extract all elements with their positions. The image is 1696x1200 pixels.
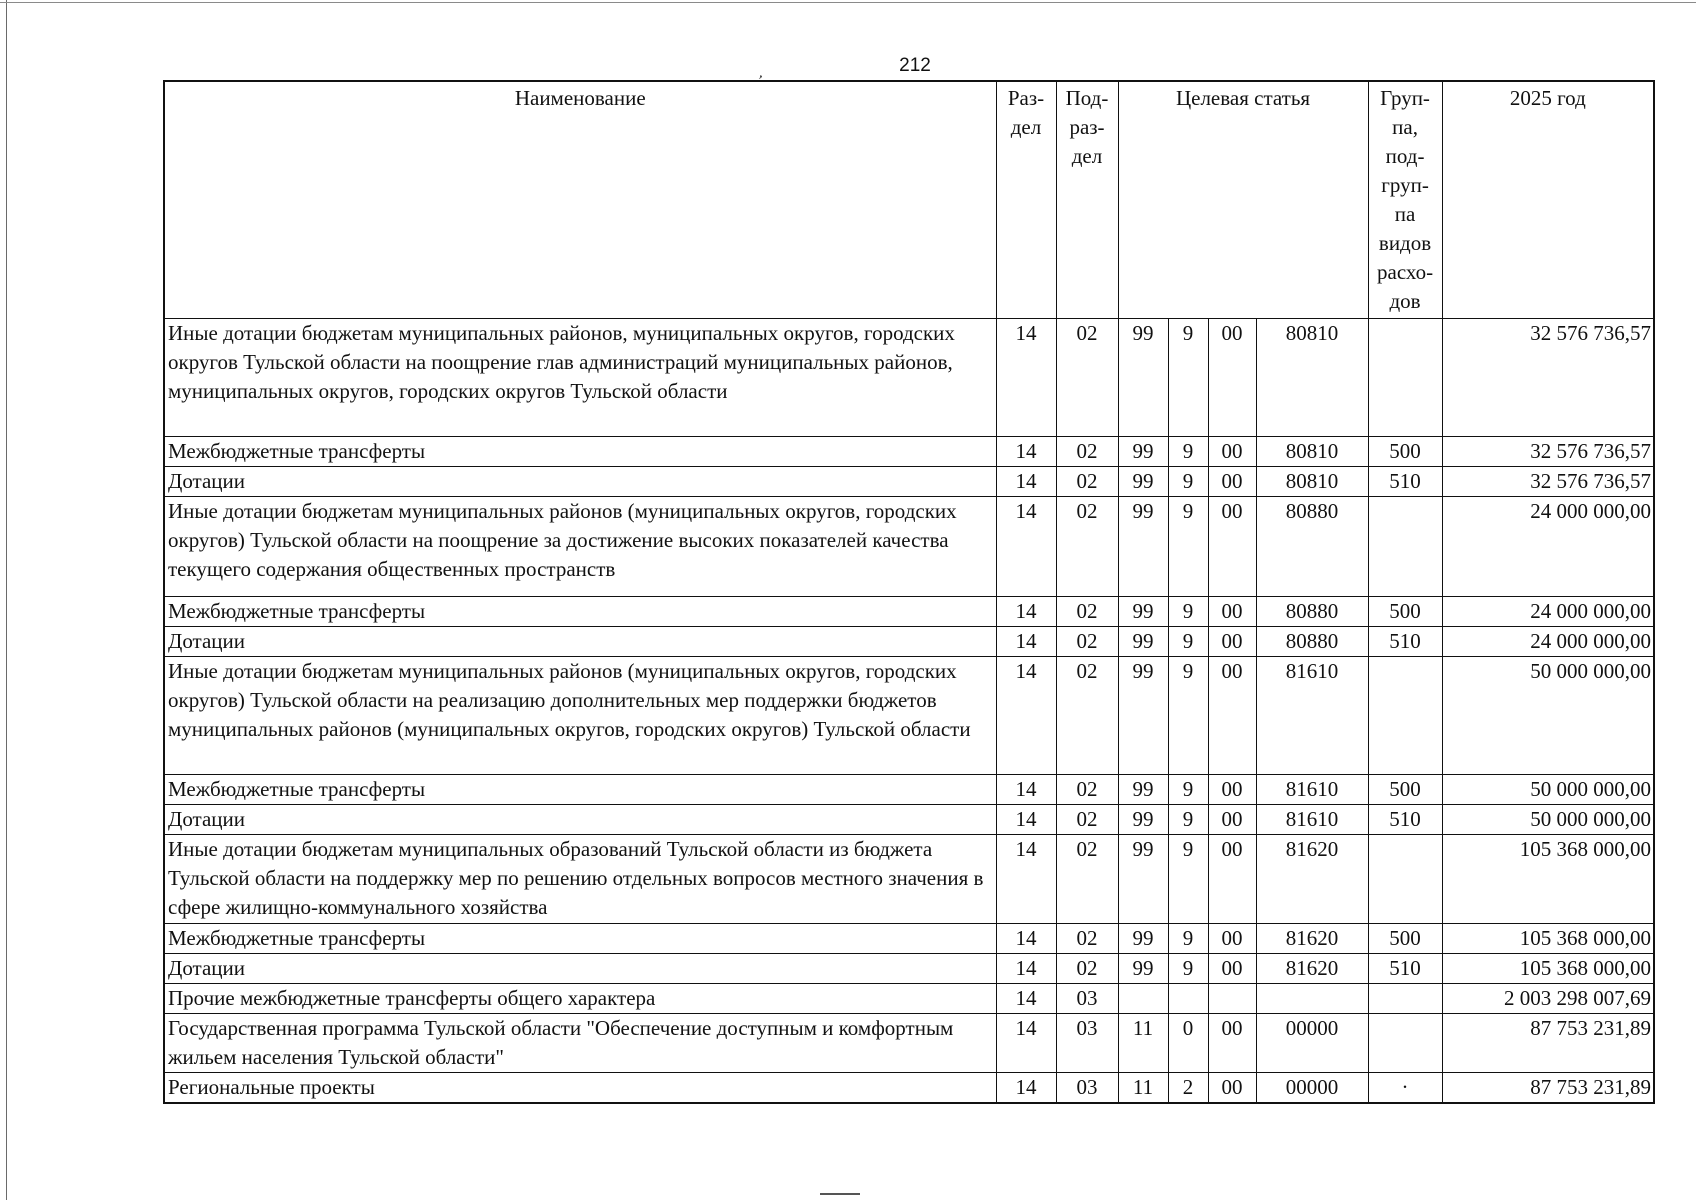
row-target-subprogram: 9 — [1168, 834, 1208, 923]
table-row — [164, 596, 1654, 626]
row-target-main-event: 00 — [1208, 596, 1256, 626]
row-expense-group: 510 — [1368, 466, 1442, 496]
row-name: Дотации — [164, 953, 996, 983]
table-row — [164, 496, 1654, 596]
row-amount: 87 753 231,89 — [1442, 1072, 1654, 1103]
row-target-program: 99 — [1118, 923, 1168, 953]
row-expense-group: 510 — [1368, 953, 1442, 983]
row-razdel: 14 — [996, 596, 1056, 626]
row-target-program: 99 — [1118, 318, 1168, 436]
row-name: Региональные проекты — [164, 1072, 996, 1103]
row-razdel: 14 — [996, 466, 1056, 496]
budget-table-container — [163, 80, 1655, 1104]
row-target-subprogram: 9 — [1168, 626, 1208, 656]
row-podrazdel: 02 — [1056, 626, 1118, 656]
row-target-program: 99 — [1118, 656, 1168, 774]
row-target-main-event: 00 — [1208, 466, 1256, 496]
row-expense-group — [1368, 318, 1442, 436]
row-razdel: 14 — [996, 953, 1056, 983]
row-podrazdel: 02 — [1056, 774, 1118, 804]
row-target-program: 99 — [1118, 436, 1168, 466]
row-target-main-event: 00 — [1208, 1013, 1256, 1072]
row-podrazdel: 02 — [1056, 496, 1118, 596]
row-name: Государственная программа Тульской области "Обеспечение доступным и комфортным жильем населения Тульской области" — [164, 1013, 996, 1072]
row-name: Иные дотации бюджетам муниципальных районов, муниципальных округов, городских округов Тульской области на поощрение глав администраций муниципальных районов, муниципальных округов, городских округов Тульской области — [164, 318, 996, 436]
row-amount: 105 368 000,00 — [1442, 923, 1654, 953]
table-row — [164, 466, 1654, 496]
row-razdel: 14 — [996, 1072, 1056, 1103]
row-podrazdel: 03 — [1056, 1072, 1118, 1103]
row-amount: 32 576 736,57 — [1442, 466, 1654, 496]
header-name: Наименование — [164, 81, 996, 318]
row-expense-group: 510 — [1368, 804, 1442, 834]
row-razdel: 14 — [996, 774, 1056, 804]
row-expense-group — [1368, 983, 1442, 1013]
row-target-program — [1118, 983, 1168, 1013]
row-podrazdel: 03 — [1056, 983, 1118, 1013]
row-target-direction — [1256, 983, 1368, 1013]
table-row — [164, 318, 1654, 436]
table-row — [164, 656, 1654, 774]
row-target-main-event: 00 — [1208, 923, 1256, 953]
row-target-subprogram: 9 — [1168, 923, 1208, 953]
row-podrazdel: 02 — [1056, 656, 1118, 774]
row-name: Межбюджетные трансферты — [164, 774, 996, 804]
header-year: 2025 год — [1442, 81, 1654, 318]
row-expense-group: 500 — [1368, 774, 1442, 804]
row-razdel: 14 — [996, 834, 1056, 923]
row-amount: 32 576 736,57 — [1442, 436, 1654, 466]
row-expense-group — [1368, 834, 1442, 923]
row-expense-group: 500 — [1368, 596, 1442, 626]
row-name: Иные дотации бюджетам муниципальных районов (муниципальных округов, городских округов) Тульской области на поощрение за достижение высоких показателей качества текущего содержания общественных пространств — [164, 496, 996, 596]
table-row — [164, 774, 1654, 804]
row-target-direction: 81620 — [1256, 923, 1368, 953]
row-name: Дотации — [164, 466, 996, 496]
row-target-subprogram: 9 — [1168, 953, 1208, 983]
row-target-subprogram — [1168, 983, 1208, 1013]
row-target-main-event: 00 — [1208, 804, 1256, 834]
row-target-direction: 80880 — [1256, 496, 1368, 596]
table-row — [164, 804, 1654, 834]
budget-table — [163, 80, 1655, 1104]
row-name: Межбюджетные трансферты — [164, 596, 996, 626]
row-target-main-event: 00 — [1208, 953, 1256, 983]
row-target-program: 99 — [1118, 496, 1168, 596]
row-podrazdel: 02 — [1056, 318, 1118, 436]
row-target-subprogram: 9 — [1168, 774, 1208, 804]
row-name: Межбюджетные трансферты — [164, 923, 996, 953]
row-razdel: 14 — [996, 804, 1056, 834]
row-amount: 2 003 298 007,69 — [1442, 983, 1654, 1013]
row-target-subprogram: 9 — [1168, 466, 1208, 496]
row-target-program: 99 — [1118, 774, 1168, 804]
scan-edge-left — [6, 0, 7, 1200]
row-razdel: 14 — [996, 983, 1056, 1013]
page-number: 212 — [899, 55, 931, 76]
row-target-subprogram: 9 — [1168, 656, 1208, 774]
row-target-program: 99 — [1118, 626, 1168, 656]
row-expense-group — [1368, 656, 1442, 774]
table-row — [164, 983, 1654, 1013]
row-target-main-event — [1208, 983, 1256, 1013]
row-razdel: 14 — [996, 436, 1056, 466]
row-name: Прочие межбюджетные трансферты общего характера — [164, 983, 996, 1013]
table-row — [164, 1072, 1654, 1103]
row-amount: 50 000 000,00 — [1442, 774, 1654, 804]
row-amount: 24 000 000,00 — [1442, 596, 1654, 626]
row-amount: 105 368 000,00 — [1442, 834, 1654, 923]
row-target-program: 99 — [1118, 953, 1168, 983]
row-target-main-event: 00 — [1208, 318, 1256, 436]
header-target-article: Целевая статья — [1118, 81, 1368, 318]
row-name: Дотации — [164, 626, 996, 656]
row-razdel: 14 — [996, 656, 1056, 774]
row-target-subprogram: 9 — [1168, 596, 1208, 626]
header-expense-group: Груп- па, под- груп- па видов расхо- дов — [1368, 81, 1442, 318]
row-name: Межбюджетные трансферты — [164, 436, 996, 466]
row-amount: 50 000 000,00 — [1442, 656, 1654, 774]
row-name: Дотации — [164, 804, 996, 834]
row-target-main-event: 00 — [1208, 496, 1256, 596]
row-target-direction: 80810 — [1256, 466, 1368, 496]
row-podrazdel: 02 — [1056, 466, 1118, 496]
table-row — [164, 953, 1654, 983]
row-razdel: 14 — [996, 496, 1056, 596]
row-amount: 87 753 231,89 — [1442, 1013, 1654, 1072]
row-podrazdel: 02 — [1056, 923, 1118, 953]
row-podrazdel: 03 — [1056, 1013, 1118, 1072]
header-podrazdel: Под- раз- дел — [1056, 81, 1118, 318]
row-amount: 24 000 000,00 — [1442, 496, 1654, 596]
row-razdel: 14 — [996, 626, 1056, 656]
row-target-direction: 81610 — [1256, 774, 1368, 804]
row-target-program: 99 — [1118, 596, 1168, 626]
row-target-subprogram: 9 — [1168, 496, 1208, 596]
row-target-main-event: 00 — [1208, 436, 1256, 466]
row-razdel: 14 — [996, 318, 1056, 436]
row-expense-group: · — [1368, 1072, 1442, 1103]
row-razdel: 14 — [996, 923, 1056, 953]
row-target-direction: 80810 — [1256, 436, 1368, 466]
table-header-row — [164, 81, 1654, 318]
row-podrazdel: 02 — [1056, 834, 1118, 923]
row-podrazdel: 02 — [1056, 436, 1118, 466]
table-row — [164, 834, 1654, 923]
table-row — [164, 436, 1654, 466]
row-name: Иные дотации бюджетам муниципальных образований Тульской области из бюджета Тульской области на поддержку мер по решению отдельных вопросов местного значения в сфере жилищно-коммунального хозяйства — [164, 834, 996, 923]
row-amount: 24 000 000,00 — [1442, 626, 1654, 656]
row-podrazdel: 02 — [1056, 596, 1118, 626]
row-expense-group: 510 — [1368, 626, 1442, 656]
row-target-program: 99 — [1118, 466, 1168, 496]
row-razdel: 14 — [996, 1013, 1056, 1072]
row-amount: 32 576 736,57 — [1442, 318, 1654, 436]
row-target-subprogram: 2 — [1168, 1072, 1208, 1103]
row-expense-group: 500 — [1368, 923, 1442, 953]
row-podrazdel: 02 — [1056, 804, 1118, 834]
row-expense-group — [1368, 1013, 1442, 1072]
row-target-direction: 81620 — [1256, 834, 1368, 923]
row-target-main-event: 00 — [1208, 626, 1256, 656]
scan-mark: , — [757, 65, 767, 82]
row-amount: 105 368 000,00 — [1442, 953, 1654, 983]
row-target-subprogram: 0 — [1168, 1013, 1208, 1072]
row-target-direction: 81610 — [1256, 656, 1368, 774]
row-target-subprogram: 9 — [1168, 436, 1208, 466]
row-target-direction: 81610 — [1256, 804, 1368, 834]
row-target-program: 99 — [1118, 834, 1168, 923]
row-target-program: 99 — [1118, 804, 1168, 834]
row-podrazdel: 02 — [1056, 953, 1118, 983]
row-target-program: 11 — [1118, 1072, 1168, 1103]
row-target-direction: 00000 — [1256, 1013, 1368, 1072]
row-target-direction: 80810 — [1256, 318, 1368, 436]
row-target-direction: 80880 — [1256, 626, 1368, 656]
row-target-subprogram: 9 — [1168, 318, 1208, 436]
row-expense-group — [1368, 496, 1442, 596]
row-name: Иные дотации бюджетам муниципальных районов (муниципальных округов, городских округов) Тульской области на реализацию дополнительных мер поддержки бюджетов муниципальных районов (муниципальных округов, городских округов) Тульской области — [164, 656, 996, 774]
row-target-subprogram: 9 — [1168, 804, 1208, 834]
table-row — [164, 1013, 1654, 1072]
row-target-direction: 81620 — [1256, 953, 1368, 983]
table-row — [164, 626, 1654, 656]
row-target-main-event: 00 — [1208, 1072, 1256, 1103]
header-razdel: Раз- дел — [996, 81, 1056, 318]
row-amount: 50 000 000,00 — [1442, 804, 1654, 834]
scan-mark-bottom — [820, 1193, 860, 1195]
table-row — [164, 923, 1654, 953]
scan-edge-top — [0, 2, 1696, 3]
row-target-main-event: 00 — [1208, 656, 1256, 774]
row-target-direction: 80880 — [1256, 596, 1368, 626]
row-target-direction: 00000 — [1256, 1072, 1368, 1103]
row-target-main-event: 00 — [1208, 774, 1256, 804]
row-expense-group: 500 — [1368, 436, 1442, 466]
row-target-main-event: 00 — [1208, 834, 1256, 923]
row-target-program: 11 — [1118, 1013, 1168, 1072]
